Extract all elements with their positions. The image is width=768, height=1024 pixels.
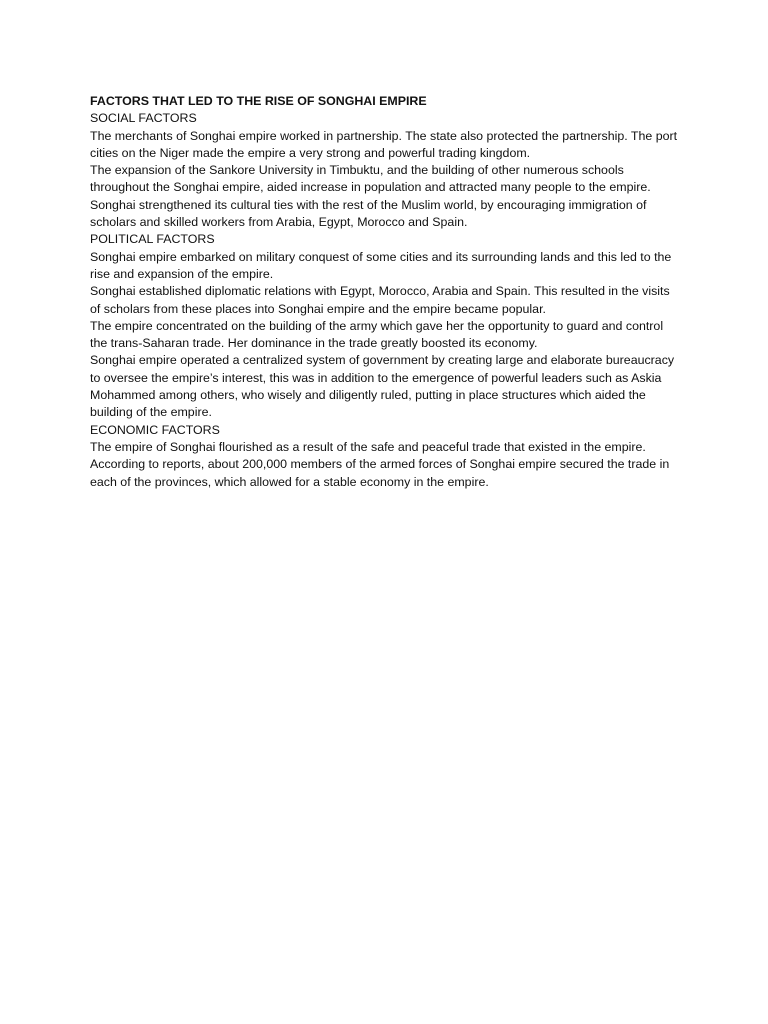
document-body [90,93,680,491]
paragraph: Songhai strengthened its cultural ties with the rest of the Muslim world, by encouraging immigration of scholars and skilled workers from Arabia, Egypt, Morocco and Spain. [90,197,647,230]
paragraph: Songhai empire embarked on military conquest of some cities and its surrounding lands and this led to the rise and expansion of the empire. [90,249,672,281]
section-political [90,231,680,421]
section-heading-political: POLITICAL FACTORS [90,232,215,247]
section-heading-social: SOCIAL FACTORS [90,111,197,126]
paragraph: The expansion of the Sankore University in Timbuktu, and the building of other numerous schools throughout the Songhai empire, aided increase in population and attracted many people to the empire. [90,163,651,195]
paragraph: The empire of Songhai flourished as a result of the safe and peaceful trade that existed in the empire. According to reports, about 200,000 members of the armed forces of Songhai empire secured the trade in each of the provinces, which allowed for a stable economy in the empire. [90,439,670,489]
paragraph: Songhai empire operated a centralized system of government by creating large and elaborate bureaucracy to oversee the empire’s interest, this was in addition to the emergence of powerful leaders such as Askia Mohammed among others, who wisely and diligently ruled, putting in place structures which aided the building of the empire. [90,353,675,420]
section-heading-economic: ECONOMIC FACTORS [90,422,220,437]
section-economic [90,422,680,491]
document-title: FACTORS THAT LED TO THE RISE OF SONGHAI EMPIRE [90,94,427,108]
paragraph: The empire concentrated on the building of the army which gave her the opportunity to guard and control the trans-Saharan trade. Her dominance in the trade greatly boosted its economy. [90,318,664,351]
paragraph: Songhai established diplomatic relations with Egypt, Morocco, Arabia and Spain. This resulted in the visits of scholars from these places into Songhai empire and the empire became popular. [90,284,670,316]
section-social [90,110,680,231]
paragraph: The merchants of Songhai empire worked in partnership. The state also protected the partnership. The port cities on the Niger made the empire a very strong and powerful trading kingdom. [90,128,678,160]
